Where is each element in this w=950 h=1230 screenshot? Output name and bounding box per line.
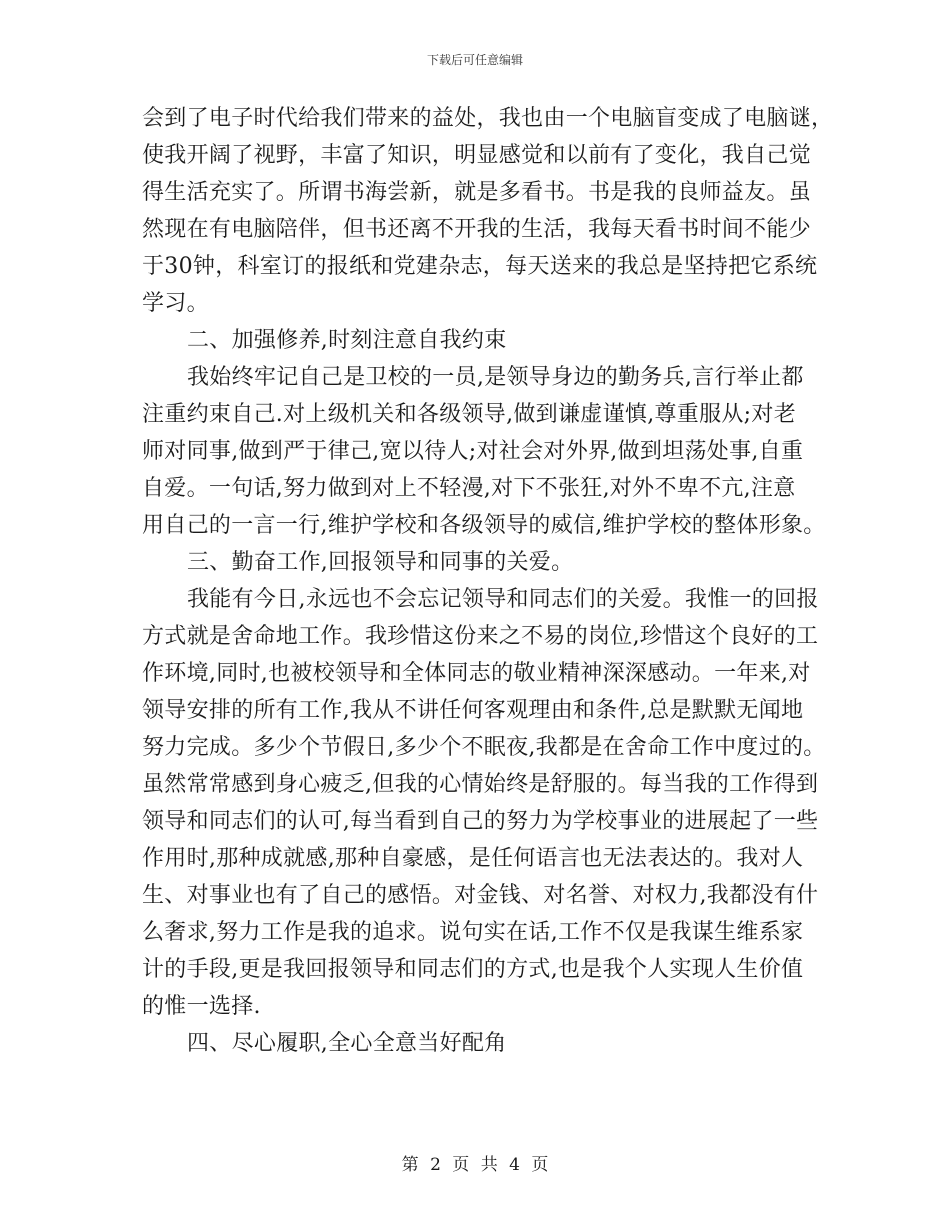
text-line: 学习。 xyxy=(142,291,209,316)
text-line: 自爱。一句话,努力做到对上不轻漫,对下不张狂,对外不卑不亢,注意 xyxy=(142,476,796,501)
text-line: 努力完成。多少个节假日,多少个不眠夜,我都是在舍命工作中度过的。 xyxy=(142,735,826,760)
text-line: 生、对事业也有了自己的感悟。对金钱、对名誉、对权力,我都没有什 xyxy=(142,883,819,908)
text-line: 作用时,那种成就感,那种自豪感，是任何语言也无法表达的。我对人 xyxy=(142,846,804,871)
text-line: 注重约束自己.对上级机关和各级领导,做到谦虚谨慎,尊重服从;对老 xyxy=(142,402,796,427)
text-line: 的惟一选择. xyxy=(142,994,261,1019)
text-line: 虽然常常感到身心疲乏,但我的心情始终是舒服的。每当我的工作得到 xyxy=(142,772,819,797)
text-line: 然现在有电脑陪伴，但书还离不开我的生活，我每天看书时间不能少 xyxy=(142,217,812,242)
text-line: 我能有今日,永远也不会忘记领导和同志们的关爱。我惟一的回报 xyxy=(187,587,819,612)
text-line: 方式就是舍命地工作。我珍惜这份来之不易的岗位,珍惜这个良好的工 xyxy=(142,624,819,649)
text-line: 我始终牢记自己是卫校的一员,是领导身边的勤务兵,言行举止都 xyxy=(187,365,804,390)
text-line: 领导和同志们的认可,每当看到自己的努力为学校事业的进展起了一些 xyxy=(142,809,819,834)
text-line: 领导安排的所有工作,我从不讲任何客观理由和条件,总是默默无闻地 xyxy=(142,698,804,723)
text-line: 用自己的一言一行,维护学校和各级领导的威信,维护学校的整体形象。 xyxy=(142,513,826,538)
text-line: 于30钟，科室订的报纸和党建杂志，每天送来的我总是坚持把它系统 xyxy=(142,254,818,279)
text-line: 得生活充实了。所谓书海尝新，就是多看书。书是我的良师益友。虽 xyxy=(142,180,812,205)
text-line: 计的手段,更是我回报领导和同志们的方式,也是我个人实现人生价值 xyxy=(142,957,804,982)
page-number-footer: 第 2 页 共 4 页 xyxy=(401,1155,549,1175)
text-line: 么奢求,努力工作是我的追求。说句实在话,工作不仅是我谋生维系家 xyxy=(142,920,804,945)
section-heading: 四、尽心履职,全心全意当好配角 xyxy=(187,1031,507,1056)
section-heading: 二、加强修养,时刻注意自我约束 xyxy=(187,328,507,353)
document-body xyxy=(142,100,834,1062)
page-header: 下载后可任意编辑 xyxy=(426,53,523,67)
text-line: 师对同事,做到严于律己,宽以待人;对社会对外界,做到坦荡处事,自重 xyxy=(142,439,804,464)
text-line: 作环境,同时,也被校领导和全体同志的敬业精神深深感动。一年来,对 xyxy=(142,661,811,686)
section-heading: 三、勤奋工作,回报领导和同事的关爱。 xyxy=(187,550,574,575)
text-line: 使我开阔了视野，丰富了知识，明显感觉和以前有了变化，我自己觉 xyxy=(142,143,812,168)
text-line: 会到了电子时代给我们带来的益处，我也由一个电脑盲变成了电脑谜， xyxy=(142,106,834,131)
